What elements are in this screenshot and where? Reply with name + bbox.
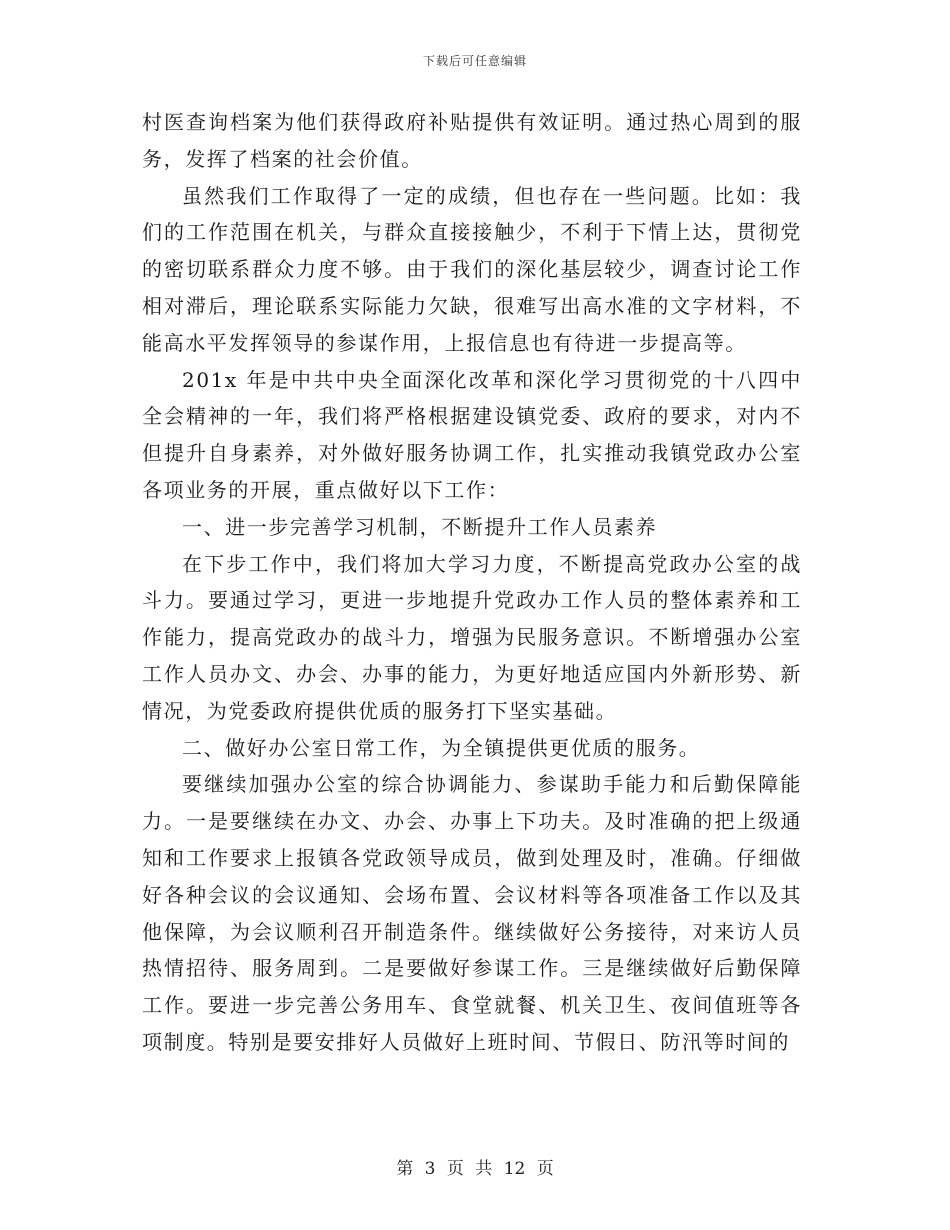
- page-number: 第 3 页 共 12 页: [396, 1159, 554, 1179]
- page-header: 下载后可任意编辑: [422, 54, 527, 68]
- paragraph-daily-work: 要继续加强办公室的综合协调能力、参谋助手能力和后勤保障能力。一是要继续在办文、办会、办事上下功夫。及时准确的把上级通知和工作要求上报镇各党政领导成员，做到处理及时，准确。仔细做好各种会议的会议通知、会场布置、会议材料等各项准备工作以及其他保障，为会议顺利召开制造条件。继续做好公务接待，对来访人员热情招待、服务周到。二是要做好参谋工作。三是继续做好后勤保障工作。要进一步完善公务用车、食堂就餐、机关卫生、夜间值班等各项制度。特别是要安排好人员做好上班时间、节假日、防汛等时间的: [142, 772, 802, 1054]
- paragraph-plan-intro: 201x 年是中共中央全面深化改革和深化学习贯彻党的十八四中全会精神的一年，我们将严格根据建设镇党委、政府的要求，对内不但提升自身素养，对外做好服务协调工作，扎实推动我镇党政办公室各项业务的开展，重点做好以下工作：: [142, 367, 802, 502]
- paragraph-learning: 在下步工作中，我们将加大学习力度，不断提高党政办公室的战斗力。要通过学习，更进一步地提升党政办工作人员的整体素养和工作能力，提高党政办的战斗力，增强为民服务意识。不断增强办公室工作人员办文、办会、办事的能力，为更好地适应国内外新形势、新情况，为党委政府提供优质的服务打下坚实基础。: [142, 551, 802, 723]
- paragraph-problems: 虽然我们工作取得了一定的成绩，但也存在一些问题。比如：我们的工作范围在机关，与群众直接接触少，不利于下情上达，贯彻党的密切联系群众力度不够。由于我们的深化基层较少，调查讨论工作相对滞后，理论联系实际能力欠缺，很难写出高水准的文字材料，不能高水平发挥领导的参谋作用，上报信息也有待进一步提高等。: [142, 183, 802, 355]
- section-heading-2: 二、做好办公室日常工作，为全镇提供更优质的服务。: [182, 735, 701, 760]
- body-text: [142, 104, 802, 1061]
- section-heading-1: 一、进一步完善学习机制，不断提升工作人员素养: [182, 514, 658, 539]
- paragraph-continuation: 村医查询档案为他们获得政府补贴提供有效证明。通过热心周到的服务，发挥了档案的社会价值。: [142, 110, 802, 171]
